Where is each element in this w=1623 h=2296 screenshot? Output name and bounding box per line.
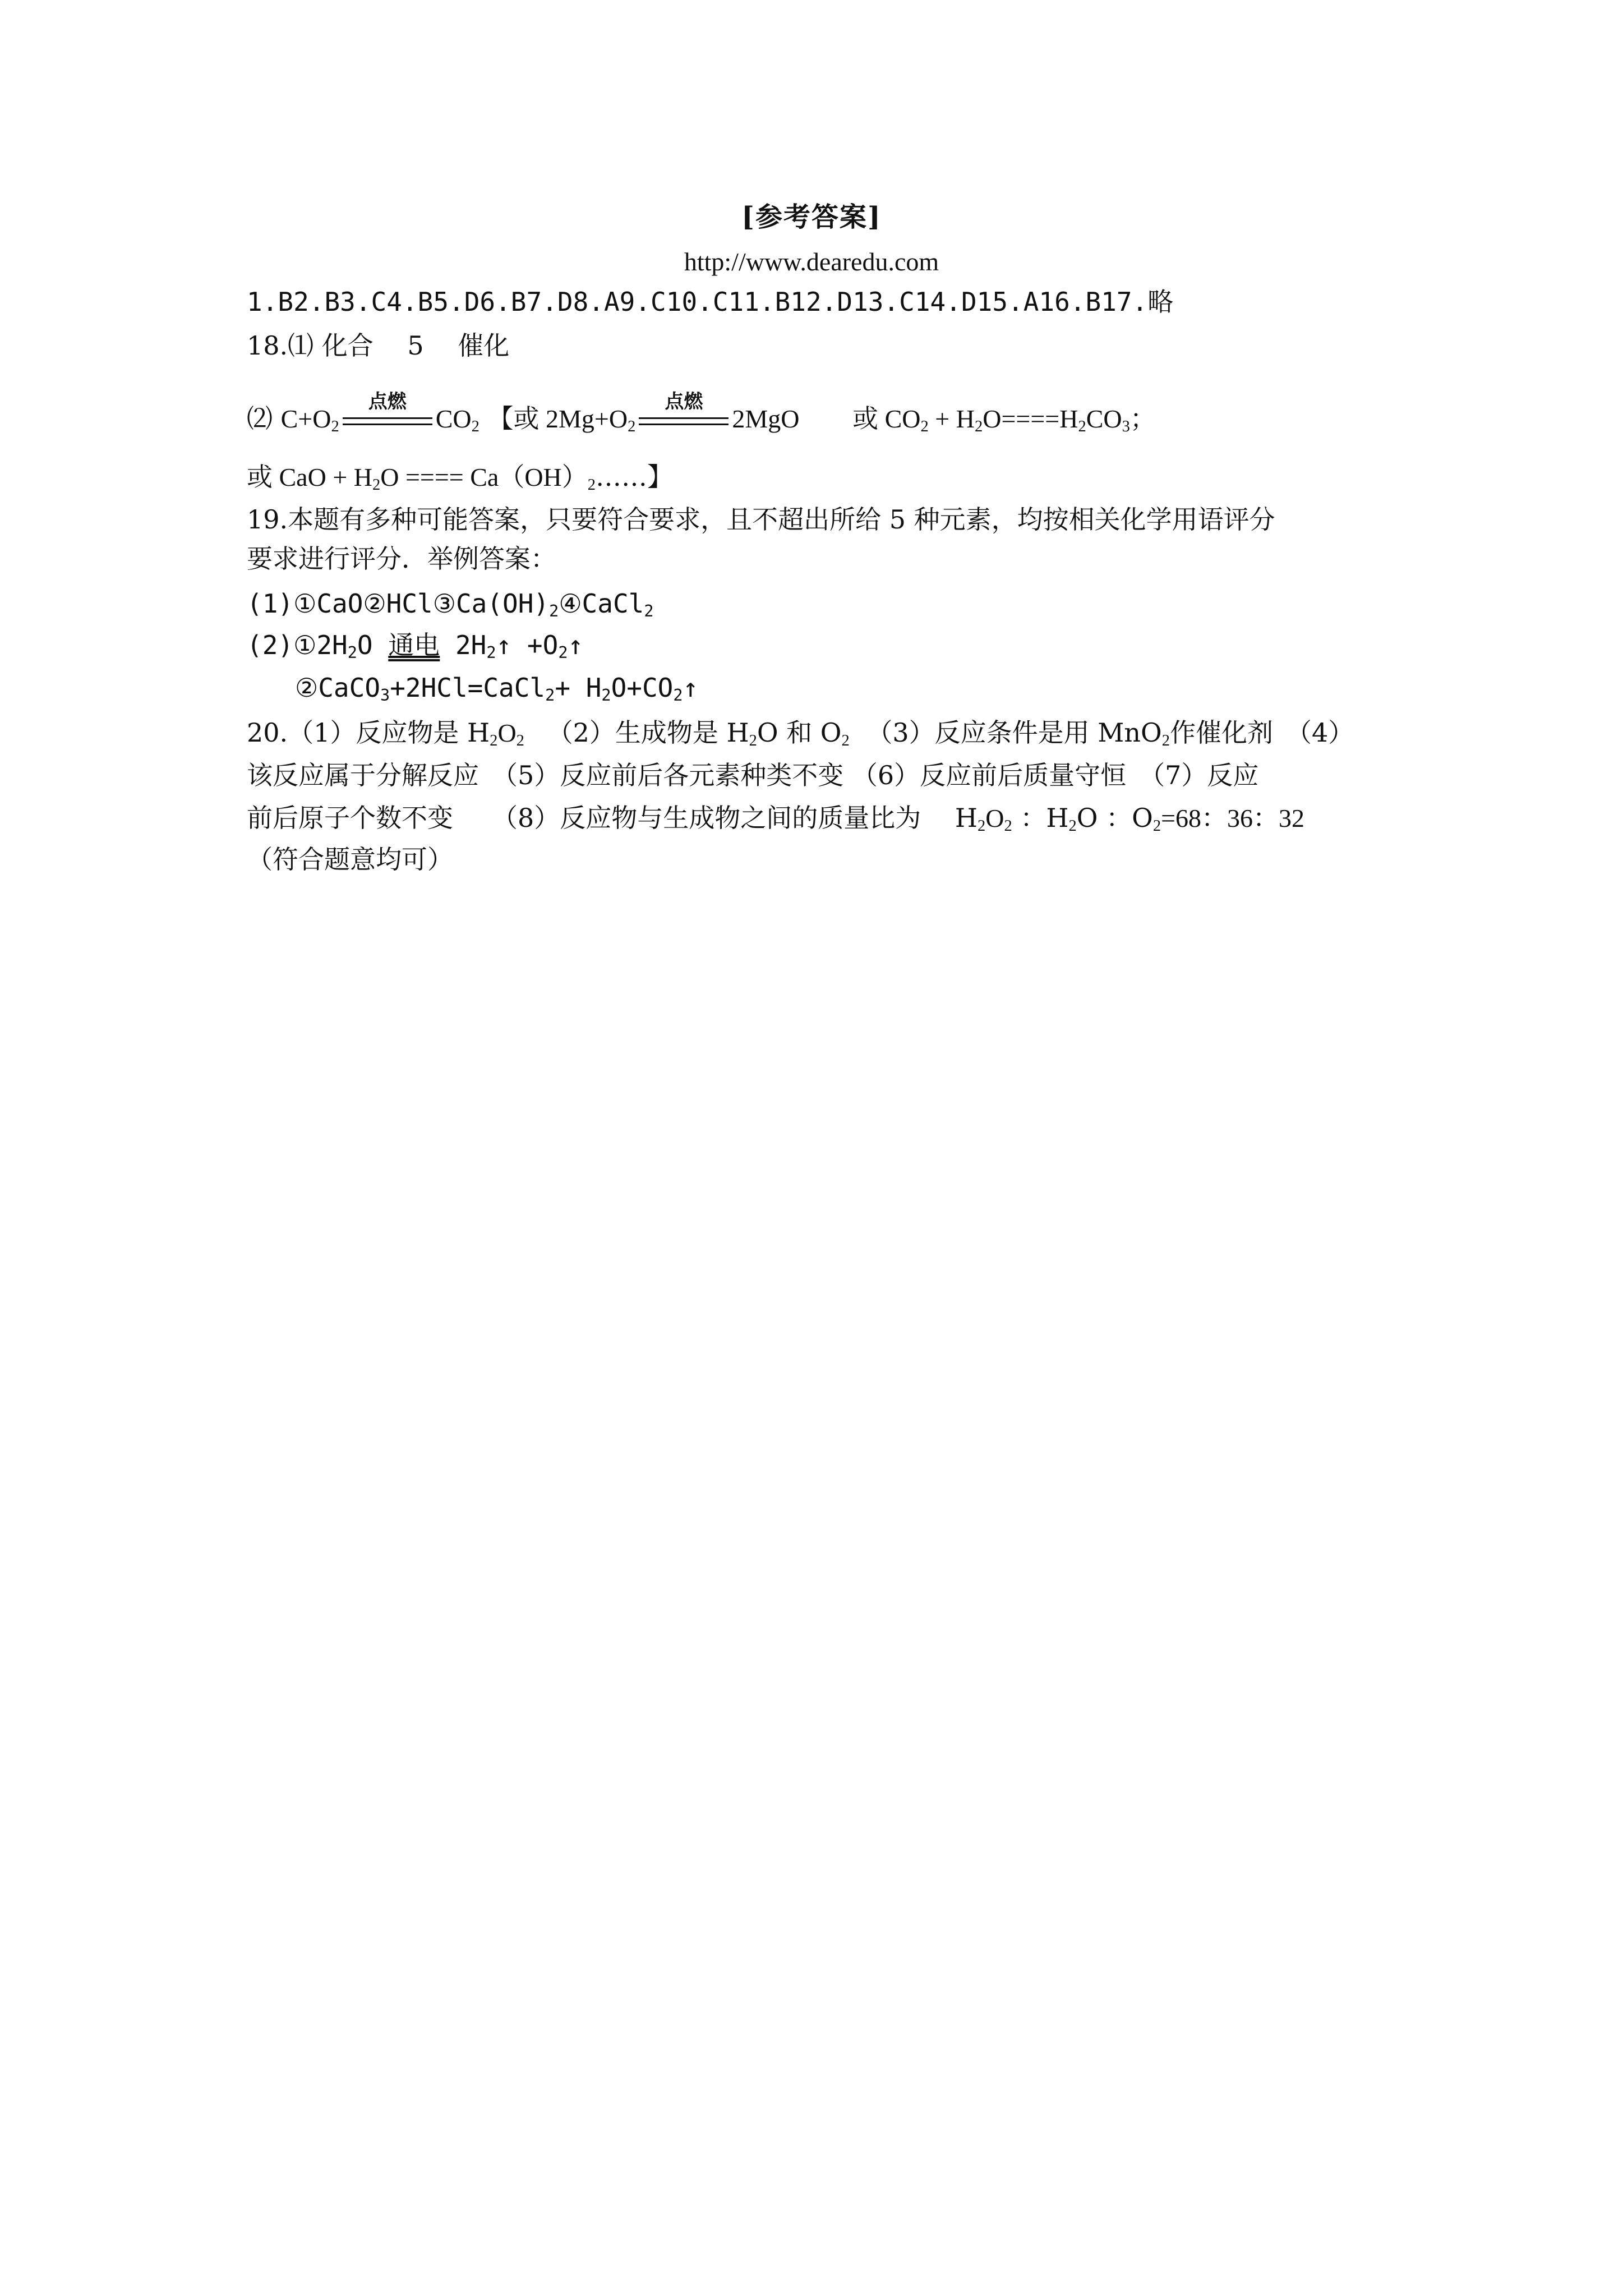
eq4-sub-b: 2 [587, 476, 596, 494]
q20-l1-sub-a: 2 [490, 732, 498, 750]
q19-p3-c: + H [555, 673, 602, 703]
eq4-end: ……】 [596, 462, 674, 492]
q19-p3-e: ↑ [683, 673, 699, 703]
q20-l3-sub-d: 2 [1152, 817, 1161, 835]
q20-l1-sub-d: 2 [841, 732, 850, 750]
q18-part2-line2 [247, 460, 673, 502]
eq1-condition: 点燃 [368, 390, 407, 413]
q19-p1-b: ④CaCl [559, 588, 644, 619]
eq1-condition-arrow [343, 390, 432, 432]
eq3-start: 或 CO [852, 404, 921, 433]
q18-part2-prefix: ⑵ [247, 404, 273, 433]
q20-l1-sub-b: 2 [516, 732, 524, 750]
q19-intro-1: 19.本题有多种可能答案，只要符合要求，且不超出所给 5 种元素，均按相关化学用语评分 [247, 504, 1275, 535]
q20-l3-sub-c: 2 [1068, 817, 1077, 835]
answers-1-17: 1.B2.B3.C4.B5.D6.B7.D8.A9.C10.C11.B12.D13.C14.D15.A16.B17.略 [247, 287, 1174, 317]
q20-l1-b: O [497, 719, 517, 747]
eq3-sub-a: 2 [920, 418, 929, 436]
q19-p3-sub-c: 2 [601, 686, 611, 705]
q19-p3-sub-d: 2 [673, 686, 683, 705]
q19-p1-a: (1)①CaO②HCl③Ca(OH) [247, 588, 550, 619]
q19-p2-d: ↑ +O [496, 630, 559, 660]
q19-part1 [247, 587, 654, 628]
q20-l1-e: （3）反应条件是用 MnO [866, 717, 1162, 748]
q19-p1-sub-b: 2 [644, 602, 654, 621]
q19-p2-b: O [357, 630, 389, 660]
eq1-right: CO [435, 404, 472, 433]
eq2-left: 【或 2Mg+O [487, 404, 628, 433]
eq3-sub-c: 2 [1078, 418, 1086, 436]
q20-l1-c: （2）生成物是 H [547, 717, 749, 748]
q19-p2-sub-c: 2 [558, 643, 568, 662]
q18-part2 [247, 390, 1156, 444]
q19-p2-sub-a: 2 [347, 643, 357, 662]
q20-l3-a: 前后原子个数不变 （8）反应物与生成物之间的质量比为 H [247, 803, 978, 833]
q19-p3-b: +2HCl=CaCl [390, 673, 546, 703]
q20-l1-sub-c: 2 [749, 732, 757, 750]
q19-p2-a: (2)①2H [247, 630, 348, 660]
eq2-condition: 点燃 [665, 390, 703, 413]
eq3-mid: + H [928, 404, 975, 433]
eq2-right: 2MgO [732, 404, 800, 433]
q20-l3-d: O ：O [1076, 803, 1153, 833]
q20-line2: 该反应属于分解反应 （5）反应前后各元素种类不变 （6）反应前后质量守恒 （7）反应 [247, 760, 1259, 790]
eq3-mid2: O====H [983, 404, 1078, 433]
eq3-sub-d: 3 [1122, 418, 1130, 436]
eq4-mid: O ==== Ca（OH） [380, 463, 588, 491]
q19-p3-sub-a: 3 [380, 686, 390, 705]
q20-l3-sub-b: 2 [1004, 817, 1012, 835]
q20-l1-f: 作催化剂 （4） [1170, 717, 1354, 748]
equals-bar [343, 417, 432, 425]
q20-line4: （符合题意均可） [247, 844, 453, 875]
eq2-condition-arrow [639, 390, 728, 432]
q18-part1: 18.⑴ 化合 5 催化 [247, 330, 510, 361]
q19-p2-condition: 通电 [388, 630, 440, 660]
q19-p2-e: ↑ [568, 630, 584, 660]
q20-l3-c: ：H [1020, 803, 1069, 833]
q20-line1 [247, 716, 1354, 758]
eq4-sub-a: 2 [372, 476, 381, 494]
eq3-end: CO [1086, 404, 1122, 433]
q20-l3-b: O [985, 804, 1004, 832]
eq1-left: C+O [280, 404, 331, 433]
eq2-left-sub: 2 [628, 418, 636, 436]
q19-intro-2: 要求进行评分．举例答案： [247, 544, 556, 574]
q20-l1-a: 20.（1）反应物是 H [247, 717, 490, 748]
q19-p3-d: O+CO [611, 673, 674, 703]
eq1-right-sub: 2 [471, 418, 479, 436]
q19-p2-sub-b: 2 [486, 643, 496, 662]
q19-part2-b [295, 671, 698, 712]
q20-l3-sub-a: 2 [978, 817, 986, 835]
q19-p2-c: 2H [440, 630, 487, 660]
eq4-start: 或 CaO + H [247, 463, 372, 491]
eq3-sub-b: 2 [974, 418, 983, 436]
q20-l1-sub-e: 2 [1161, 732, 1170, 750]
q19-p3-a: ②CaCO [295, 673, 381, 703]
q20-l3-e: =68：36：32 [1161, 804, 1305, 832]
q19-p3-sub-b: 2 [545, 686, 555, 705]
q20-line3 [247, 801, 1304, 843]
source-url[interactable]: http://www.dearedu.com [684, 247, 939, 276]
eq1-left-sub: 2 [331, 418, 339, 436]
page-title: [参考答案] [741, 201, 882, 233]
eq3-semicolon: ； [1129, 403, 1156, 434]
equals-bar [639, 417, 728, 425]
q19-part2 [247, 628, 583, 670]
q20-l1-d: O 和 O [757, 717, 842, 748]
q19-p1-sub-a: 2 [549, 602, 559, 621]
